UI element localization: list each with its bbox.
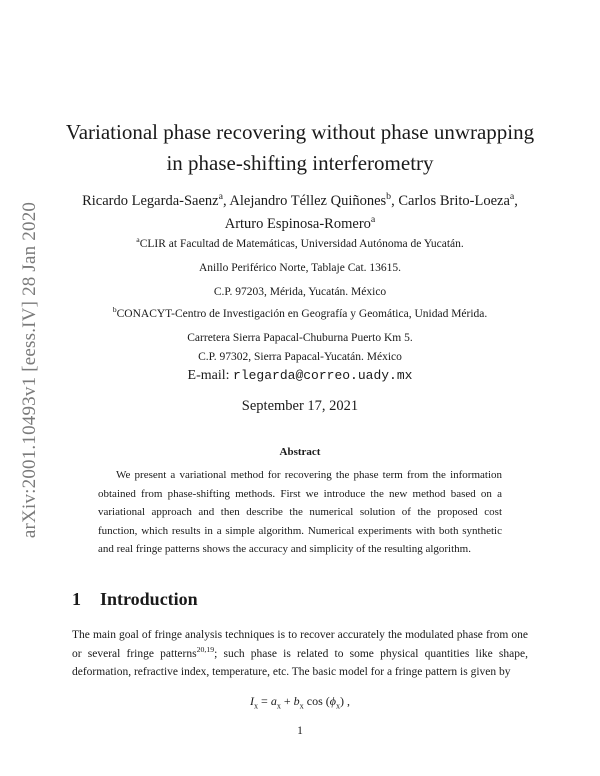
- eq-background: a: [270, 694, 277, 708]
- affil-4-sup: b: [112, 305, 117, 315]
- affil-1-text: CLIR at Facultad de Matemáticas, Universidad Autónoma de Yucatán.: [139, 238, 464, 250]
- eq-close: ) ,: [340, 694, 351, 708]
- intro-citation: 20,19: [196, 644, 215, 654]
- affiliation-line-2: [80, 262, 520, 274]
- eq-intensity: I: [249, 694, 254, 708]
- affil-2-text: Anillo Periférico Norte, Tablaje Cat. 13615.: [198, 262, 402, 274]
- affil-3-text: C.P. 97203, Mérida, Yucatán. México: [213, 286, 387, 298]
- affil-1-sup: a: [136, 235, 140, 245]
- section-heading: [72, 589, 198, 610]
- section-number: 1: [72, 589, 81, 609]
- arxiv-stamp: arXiv:2001.10493v1 [eess.IV] 28 Jan 2020: [19, 201, 41, 539]
- intro-paragraph: [72, 626, 528, 682]
- affil-4-text: CONACYT-Centro de Investigación en Geografía y Geomática, Unidad Mérida.: [116, 308, 488, 320]
- author-3-affil: a: [509, 191, 515, 203]
- author-2-affil: b: [386, 191, 392, 203]
- email-address: rlegarda@correo.uady.mx: [233, 368, 413, 383]
- eq-modulation: b: [293, 694, 300, 708]
- author-2: , Alejandro Téllez Quiñones: [222, 193, 387, 209]
- affiliation-line-3: [80, 286, 520, 298]
- authors-line-2: [60, 213, 540, 236]
- affiliation-line-5: [80, 332, 520, 344]
- affil-5-text: Carretera Sierra Papacal-Chuburna Puerto Km 5.: [187, 332, 413, 344]
- intro-text-1: The main goal of fringe analysis techniques is to recover accurately the modulated phase from one or several fringe patterns: [72, 629, 528, 660]
- eq-plus: +: [280, 694, 294, 708]
- email-line: [60, 368, 540, 384]
- eq-phase: ϕ: [329, 694, 336, 708]
- author-3: , Carlos Brito-Loeza: [391, 193, 510, 209]
- author-3-comma: ,: [514, 193, 518, 209]
- eq-sub-3: x: [299, 701, 304, 711]
- section-title: Introduction: [100, 589, 198, 609]
- eq-sub-4: x: [335, 701, 341, 711]
- page-number: 1: [297, 725, 303, 737]
- eq-sub-2: x: [276, 701, 281, 711]
- eq-sub-1: x: [253, 701, 259, 711]
- paper-title: [60, 117, 540, 179]
- abstract-heading: Abstract: [279, 446, 321, 458]
- eq-equals: =: [258, 694, 271, 708]
- affiliation-line-1: [80, 235, 520, 250]
- author-4: Arturo Espinosa-Romero: [224, 216, 371, 232]
- author-list: [60, 190, 540, 236]
- author-4-affil: a: [370, 214, 376, 226]
- arxiv-stamp-container: [15, 170, 45, 570]
- email-label: E-mail:: [187, 368, 234, 383]
- abstract-text: We present a variational method for recovering the phase term from the information obtained from phase-shifting methods. First we introduce the new method based on a variational approach and then describe the numerical solution of the proposed cost function, which results in a simple algorithm. Numerical experiments with both synthetic and real fringe patterns shows the accuracy and simplicity of the resulting algorithm.: [98, 469, 502, 555]
- authors-line-1: [60, 190, 540, 213]
- publication-date: September 17, 2021: [241, 398, 359, 414]
- intro-text-2: ; such phase is related to some physical quantities like shape, deformation, refractive index, temperature, etc. The basic model for a fringe pattern is given by: [72, 647, 528, 678]
- author-1-affil: a: [218, 191, 223, 203]
- title-line-2: in phase-shifting interferometry: [166, 151, 434, 175]
- affil-6-text: C.P. 97302, Sierra Papacal-Yucatán. México: [198, 351, 402, 363]
- title-line-1: Variational phase recovering without phase unwrapping: [65, 120, 535, 144]
- author-1: Ricardo Legarda-Saenz: [82, 193, 219, 209]
- eq-cos: cos (: [303, 694, 330, 708]
- affiliation-line-6: [80, 351, 520, 363]
- affiliation-line-4: [80, 305, 520, 320]
- fringe-equation: [60, 694, 540, 709]
